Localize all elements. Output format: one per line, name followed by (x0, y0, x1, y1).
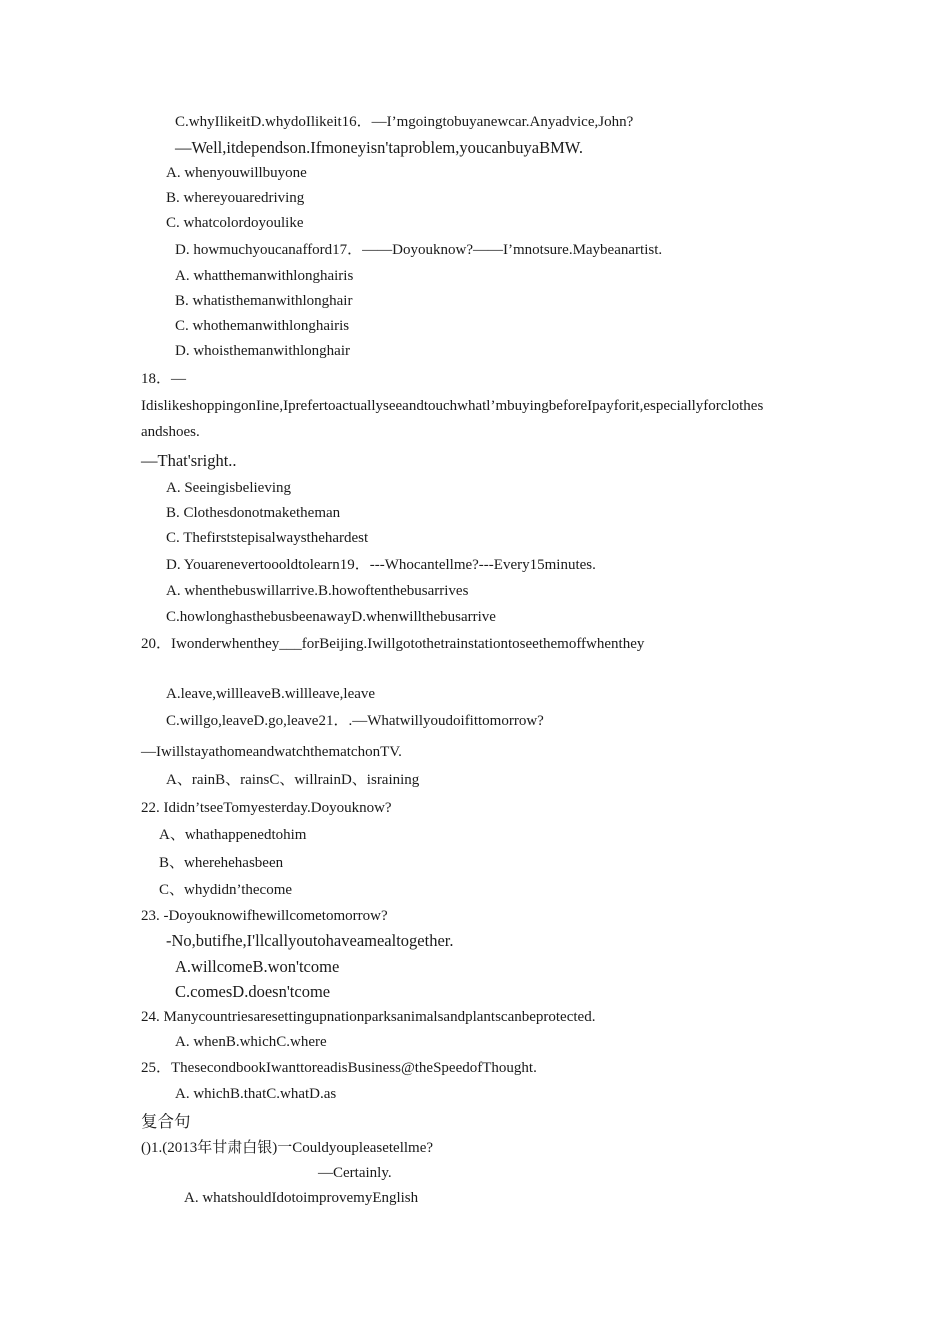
option-line: C、whydidn’thecome (159, 882, 293, 898)
question-number: 18．— (141, 371, 187, 387)
option-line: B. whatisthemanwithlonghair (175, 293, 353, 309)
option-line: C.comesD.doesn'tcome (175, 982, 331, 1001)
text-line: -No,butifhe,I'llcallyoutohaveamealtogether. (166, 931, 454, 950)
option-line: A. whatthemanwithlonghairis (175, 268, 354, 284)
option-line: A. whenB.whichC.where (175, 1034, 327, 1050)
text-line: andshoes. (141, 424, 200, 440)
option-line: D. whoisthemanwithlonghair (175, 343, 350, 359)
text-line: —Certainly. (318, 1165, 392, 1181)
option-line: C.howlonghasthebusbeenawayD.whenwillthebusarrive (166, 609, 496, 625)
question-line: 20．Iwonderwhenthey___forBeijing.Iwillgotothetrainstationtoseethemoffwhenthey (141, 636, 645, 652)
section-heading: 复合句 (141, 1112, 191, 1131)
option-line: C. whothemanwithlonghairis (175, 318, 350, 334)
option-line: A、rainB、rainsC、willrainD、israining (166, 772, 420, 788)
text-line: —Well,itdependson.Ifmoneyisn'taproblem,youcanbuyaBMW. (175, 138, 583, 157)
question-line: 23. -Doyouknowifhewillcometomorrow? (141, 908, 388, 924)
option-line: D. howmuchyoucanafford17．——Doyouknow?——I’mnotsure.Maybeanartist. (175, 242, 663, 258)
option-line: C. whatcolordoyoulike (166, 215, 304, 231)
option-line: B、wherehehasbeen (159, 855, 284, 871)
question-line: 22. Ididn’tseeTomyesterday.Doyouknow? (141, 800, 392, 816)
question-line: ()1.(2013年甘肃白银)一Couldyoupleasetellme? (141, 1140, 434, 1156)
option-line: B. whereyouaredriving (166, 190, 305, 206)
option-line: D. Youarenevertoooldtolearn19．---Whocantellme?---Every15minutes. (166, 557, 596, 573)
option-line: C.willgo,leaveD.go,leave21．.—Whatwillyoudoifittomorrow? (166, 713, 544, 729)
option-line: A. whenthebuswillarrive.B.howoftenthebusarrives (166, 583, 469, 599)
question-line: 25．ThesecondbookIwanttoreadisBusiness@theSpeedofThought. (141, 1060, 537, 1076)
question-line: 24. Manycountriesaresettingupnationparksanimalsandplantscanbeprotected. (141, 1009, 596, 1025)
text-line: —IwillstayathomeandwatchthematchonTV. (141, 744, 402, 760)
option-line: A.leave,willleaveB.willleave,leave (166, 686, 376, 702)
option-line: A. whichB.thatC.whatD.as (175, 1086, 337, 1102)
text-line: —That'sright.. (141, 451, 237, 470)
option-line: A. whatshouldIdotoimprovemyEnglish (184, 1190, 419, 1206)
option-line: B. Clothesdonotmaketheman (166, 505, 341, 521)
option-line: A、whathappenedtohim (159, 827, 307, 843)
option-line: A. Seeingisbelieving (166, 480, 291, 496)
option-line: A.willcomeB.won'tcome (175, 957, 340, 976)
text-line: IdislikeshoppingonIine,Iprefertoactuallyseeandtouchwhatl’mbuyingbeforeIpayforit,especiallyforclothes (141, 398, 764, 414)
text-line: C.whyIlikeitD.whydoIlikeit16．—I’mgoingtobuyanewcar.Anyadvice,John? (175, 114, 634, 130)
option-line: C. Thefirststepisalwaysthehardest (166, 530, 369, 546)
option-line: A. whenyouwillbuyone (166, 165, 307, 181)
